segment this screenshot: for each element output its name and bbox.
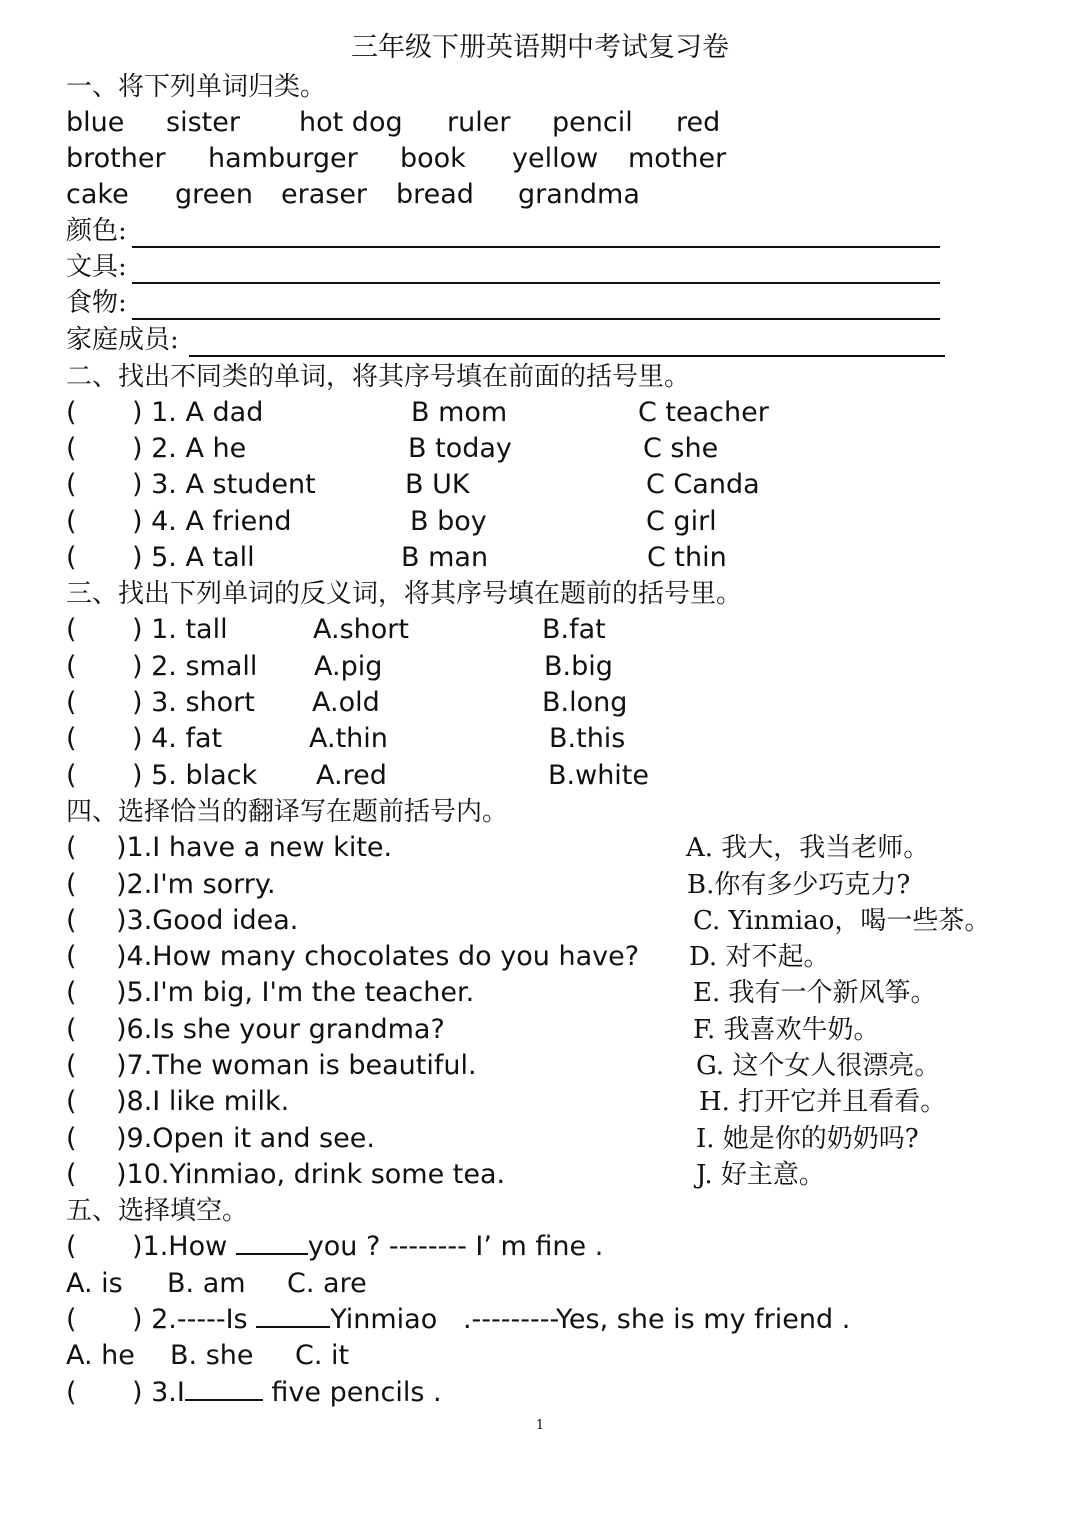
item-option-a: A.red [316, 760, 387, 791]
option: C. it [295, 1340, 350, 1371]
word: blue [66, 107, 125, 138]
answer-paren[interactable]: ( [66, 1231, 77, 1262]
question-text [132, 1375, 442, 1411]
word: eraser [281, 179, 368, 210]
answer-paren[interactable]: ( [66, 869, 77, 900]
answer-paren[interactable]: ( [66, 723, 77, 754]
fill-blank[interactable] [236, 1229, 308, 1255]
item-option-a: A.thin [309, 723, 388, 754]
translation: C. Yinmiao，喝一些茶。 [693, 906, 991, 936]
translation: B.你有多少巧克力? [687, 870, 911, 900]
page-title: 三年级下册英语期中考试复习卷 [351, 32, 729, 63]
answer-paren[interactable]: ( [66, 614, 77, 645]
fill-blank[interactable] [185, 1375, 263, 1401]
item-option-a: ) 3. A student [132, 469, 316, 500]
word: grandma [518, 179, 640, 210]
item-option-c: C Canda [646, 469, 760, 500]
word: yellow [512, 143, 599, 174]
item-word: ) 4. fat [132, 723, 223, 754]
word: cake [66, 179, 129, 210]
translation: D. 对不起。 [689, 942, 830, 972]
sentence: )5.I'm big, I'm the teacher. [116, 977, 475, 1008]
item-option-a: A.short [313, 614, 409, 645]
word: bread [396, 179, 474, 210]
sentence: )10.Yinmiao, drink some tea. [116, 1159, 506, 1190]
answer-paren[interactable]: ( [66, 687, 77, 718]
word: green [175, 179, 253, 210]
item-option-c: C thin [647, 542, 727, 573]
item-option-b: B.long [542, 687, 628, 718]
answer-paren[interactable]: ( [66, 1159, 77, 1190]
word: hamburger [208, 143, 358, 174]
item-option-b: B.this [549, 723, 626, 754]
answer-paren[interactable]: ( [66, 905, 77, 936]
translation: A. 我大，我当老师。 [686, 833, 930, 863]
question-pre: ) 2.-----Is [132, 1304, 257, 1335]
word: mother [628, 143, 727, 174]
section3-heading: 三、找出下列单词的反义词，将其序号填在题前的括号里。 [66, 579, 743, 609]
question-post: you ? -------- I’ m fine . [307, 1231, 604, 1262]
answer-paren[interactable]: ( [66, 433, 77, 464]
answer-line[interactable] [189, 355, 945, 357]
item-option-b: B mom [411, 397, 508, 428]
item-option-c: C teacher [638, 397, 769, 428]
answer-paren[interactable]: ( [66, 941, 77, 972]
item-option-b: B man [401, 542, 489, 573]
item-option-c: C girl [646, 506, 717, 537]
question-text [132, 1302, 850, 1338]
item-word: ) 3. short [132, 687, 255, 718]
translation: J. 好主意。 [696, 1160, 825, 1190]
option: C. are [287, 1268, 367, 1299]
option: A. is [66, 1268, 123, 1299]
page-number: 1 [535, 1418, 545, 1433]
item-option-a: A.old [312, 687, 380, 718]
answer-paren[interactable]: ( [66, 977, 77, 1008]
item-word: ) 2. small [132, 651, 258, 682]
item-word: ) 1. tall [132, 614, 228, 645]
translation: I. 她是你的奶奶吗? [696, 1124, 919, 1154]
answer-paren[interactable]: ( [66, 397, 77, 428]
word: brother [66, 143, 166, 174]
sentence: )3.Good idea. [116, 905, 299, 936]
item-option-c: C she [643, 433, 719, 464]
fill-blank[interactable] [256, 1302, 330, 1328]
translation: G. 这个女人很漂亮。 [696, 1051, 941, 1081]
word: book [400, 143, 466, 174]
answer-paren[interactable]: ( [66, 506, 77, 537]
item-option-a: ) 4. A friend [132, 506, 292, 537]
sentence: )6.Is she your grandma? [116, 1014, 445, 1045]
question-text [132, 1229, 603, 1265]
answer-paren[interactable]: ( [66, 651, 77, 682]
question-pre: )1.How [132, 1231, 236, 1262]
sentence: )8.I like milk. [116, 1086, 290, 1117]
word: ruler [447, 107, 511, 138]
sentence: )2.I'm sorry. [116, 869, 276, 900]
word: pencil [552, 107, 633, 138]
option: B. she [170, 1340, 254, 1371]
item-option-b: B.big [544, 651, 613, 682]
answer-paren[interactable]: ( [66, 1377, 77, 1408]
answer-paren[interactable]: ( [66, 1014, 77, 1045]
sentence: )4.How many chocolates do you have? [116, 941, 640, 972]
answer-paren[interactable]: ( [66, 832, 77, 863]
category-label: 颜色: [66, 216, 127, 246]
sentence: )7.The woman is beautiful. [116, 1050, 477, 1081]
item-option-a: ) 5. A tall [132, 542, 255, 573]
item-option-a: A.pig [314, 651, 383, 682]
translation: F. 我喜欢牛奶。 [693, 1015, 880, 1045]
item-option-a: ) 2. A he [132, 433, 247, 464]
answer-line[interactable] [132, 246, 940, 248]
answer-line[interactable] [132, 282, 940, 284]
option: A. he [66, 1340, 135, 1371]
category-label: 食物: [66, 288, 127, 318]
sentence: )1.I have a new kite. [116, 832, 393, 863]
item-word: ) 5. black [132, 760, 258, 791]
answer-paren[interactable]: ( [66, 1086, 77, 1117]
item-option-b: B boy [410, 506, 487, 537]
translation: E. 我有一个新风筝。 [693, 978, 937, 1008]
category-label: 家庭成员: [66, 325, 179, 355]
section1-heading: 一、将下列单词归类。 [66, 72, 327, 102]
section5-heading: 五、选择填空。 [66, 1196, 249, 1226]
answer-paren[interactable]: ( [66, 1304, 77, 1335]
word: hot dog [299, 107, 403, 138]
answer-paren[interactable]: ( [66, 1050, 77, 1081]
item-option-a: ) 1. A dad [132, 397, 264, 428]
category-label: 文具: [66, 252, 127, 282]
answer-line[interactable] [132, 318, 940, 320]
answer-paren[interactable]: ( [66, 760, 77, 791]
item-option-b: B UK [405, 469, 470, 500]
sentence: )9.Open it and see. [116, 1123, 375, 1154]
word: sister [166, 107, 240, 138]
item-option-b: B today [408, 433, 512, 464]
option: B. am [167, 1268, 246, 1299]
word: red [676, 107, 721, 138]
question-post: five pencils . [262, 1377, 442, 1408]
question-post: Yinmiao .---------Yes, she is my friend . [330, 1304, 851, 1335]
answer-paren[interactable]: ( [66, 542, 77, 573]
item-option-b: B.white [548, 760, 649, 791]
item-option-b: B.fat [542, 614, 606, 645]
answer-paren[interactable]: ( [66, 469, 77, 500]
question-pre: ) 3.I [132, 1377, 185, 1408]
section4-heading: 四、选择恰当的翻译写在题前括号内。 [66, 797, 509, 827]
section2-heading: 二、找出不同类的单词，将其序号填在前面的括号里。 [66, 362, 691, 392]
translation: H. 打开它并且看看。 [699, 1087, 947, 1117]
answer-paren[interactable]: ( [66, 1123, 77, 1154]
